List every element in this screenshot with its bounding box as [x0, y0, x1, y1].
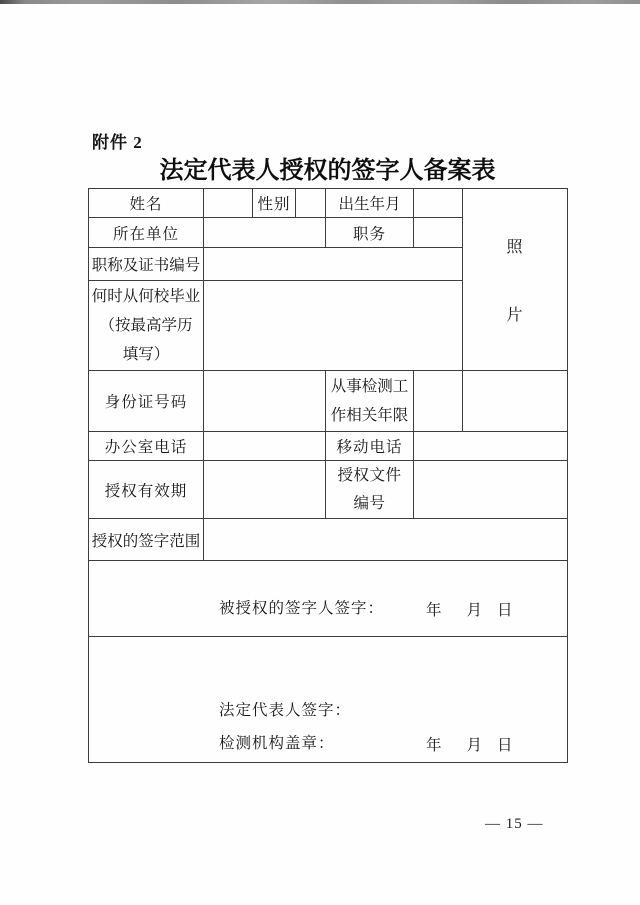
- legal-rep-label: 法定代表人签字：: [219, 702, 352, 719]
- office-phone-value-cell: [204, 432, 326, 461]
- auth-doc-value-cell: [414, 461, 568, 519]
- graduation-label-line1: 何时从何校毕业: [91, 288, 201, 305]
- page-number: — 15 —: [485, 816, 544, 832]
- photo-label-char-1: 照: [506, 239, 524, 256]
- mobile-phone-value-cell: [414, 432, 568, 461]
- day-label: 日: [497, 602, 513, 619]
- org-seal-date: [426, 729, 513, 762]
- month-label: 月: [466, 602, 483, 619]
- name-value-cell: [204, 189, 253, 218]
- mobile-phone-label-cell: 移动电话: [326, 432, 414, 461]
- work-years-label-cell: [326, 371, 414, 432]
- work-years-value-cell: [414, 371, 463, 432]
- authorized-signer-date: [426, 598, 513, 620]
- auth-doc-label-line2: 编号: [353, 494, 386, 512]
- gender-value-cell: [296, 189, 326, 218]
- work-unit-value-cell: [204, 218, 326, 248]
- graduation-label-cell: [89, 281, 204, 371]
- auth-validity-label-cell: 授权有效期: [89, 461, 204, 519]
- year-label: 年: [426, 602, 442, 619]
- legal-rep-seal-row: [89, 637, 568, 763]
- scan-edge-artifact: [0, 0, 640, 4]
- position-label-cell: 职务: [326, 218, 414, 248]
- authorized-signer-label: 被授权的签字人签字：: [219, 600, 385, 617]
- title-cert-label-cell: 职称及证书编号: [89, 248, 204, 281]
- name-label-cell: 姓名: [89, 189, 204, 218]
- gender-label-cell: 性别: [253, 189, 296, 218]
- auth-doc-label-cell: [326, 461, 414, 519]
- birth-date-label-cell: 出生年月: [326, 189, 414, 218]
- attachment-label: 附件 2: [92, 133, 143, 152]
- auth-scope-label-cell: 授权的签字范围: [89, 519, 204, 561]
- graduation-label-line3: 填写）: [122, 346, 170, 363]
- id-number-value-cell: [204, 371, 326, 432]
- auth-scope-value-cell: [204, 519, 568, 561]
- auth-doc-label-line1: 授权文件: [337, 466, 402, 484]
- work-years-label-line2: 作相关年限: [330, 407, 409, 424]
- day-label: 日: [497, 737, 513, 754]
- work-years-label-line1: 从事检测工: [330, 378, 409, 395]
- id-number-label-cell: 身份证号码: [89, 371, 204, 432]
- birth-date-value-cell: [414, 189, 463, 218]
- form-title: 法定代表人授权的签字人备案表: [159, 158, 496, 184]
- year-label: 年: [426, 737, 442, 754]
- position-value-cell: [414, 218, 463, 248]
- authorized-signer-row: [89, 561, 568, 637]
- graduation-value-cell: [204, 281, 463, 371]
- month-label: 月: [466, 737, 483, 754]
- graduation-label-line2: （按最高学历: [99, 317, 193, 334]
- photo-cell: [463, 189, 568, 371]
- office-phone-label-cell: 办公室电话: [89, 432, 204, 461]
- registration-form-table: [88, 188, 568, 763]
- org-seal-label: 检测机构盖章：: [219, 735, 335, 752]
- auth-validity-value-cell: [204, 461, 326, 519]
- title-cert-value-cell: [204, 248, 463, 281]
- photo-label-char-2: 片: [506, 307, 524, 324]
- work-unit-label-cell: 所在单位: [89, 218, 204, 248]
- photo-lower-empty-cell: [463, 371, 568, 432]
